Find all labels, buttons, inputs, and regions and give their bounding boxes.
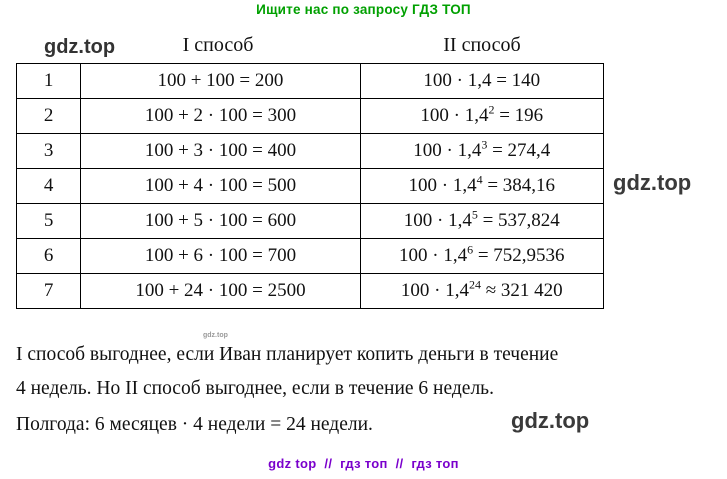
- watermark-right: gdz.top: [613, 170, 692, 195]
- expr-exponent: 24: [468, 277, 481, 292]
- method-2-value: [360, 169, 603, 204]
- conclusion-line-1: I способ выгоднее, если Иван планирует копить деньги в течение: [16, 344, 559, 365]
- column-header-method-1: I способ: [182, 34, 254, 56]
- table-row: [17, 134, 604, 169]
- method-2-value: [360, 99, 603, 134]
- expr-exponent: 5: [471, 207, 478, 222]
- table-row: [17, 99, 604, 134]
- method-2-value: [360, 204, 603, 239]
- table-row: [17, 64, 604, 99]
- method-1-value: 100 + 100 = 200: [81, 64, 360, 99]
- expr-base: 100 · 1,4: [420, 105, 489, 126]
- table-row: [17, 239, 604, 274]
- bottom-banner-part-3: гдз топ: [411, 456, 459, 471]
- bottom-banner-sep-1: //: [324, 456, 333, 471]
- row-number: 5: [17, 204, 81, 239]
- method-2-value: [360, 239, 603, 274]
- conclusion-line-3: Полгода: 6 месяцев · 4 недели = 24 недели.: [16, 414, 373, 435]
- expr-result: ≈ 321 420: [480, 280, 563, 301]
- method-1-value: 100 + 2 · 100 = 300: [81, 99, 360, 134]
- conclusion-line-2: 4 недель. Но II способ выгоднее, если в течение 6 недель.: [16, 378, 494, 399]
- expr-base: 100 · 1,4: [413, 140, 482, 161]
- expr-result: = 274,4: [487, 140, 551, 161]
- table-column-headers: [16, 34, 604, 62]
- expr-exponent: 6: [467, 242, 474, 257]
- expr-base: 100 · 1,4: [408, 175, 477, 196]
- table-row: [17, 274, 604, 309]
- watermark-top-left: gdz.top: [44, 36, 116, 58]
- table-row: [17, 169, 604, 204]
- expr-exponent: 4: [476, 172, 483, 187]
- method-1-value: 100 + 3 · 100 = 400: [81, 134, 360, 169]
- bottom-promo-banner: [0, 456, 727, 471]
- watermark-tiny: gdz.top: [203, 332, 228, 339]
- method-1-value: 100 + 6 · 100 = 700: [81, 239, 360, 274]
- row-number: 1: [17, 64, 81, 99]
- table-body: [17, 64, 604, 309]
- row-number: 4: [17, 169, 81, 204]
- bottom-banner-part-1: gdz top: [268, 456, 317, 471]
- expr-result: = 537,824: [477, 210, 560, 231]
- table-row: [17, 204, 604, 239]
- expr-base: 100 · 1,4: [423, 70, 492, 91]
- watermark-bottom-right: gdz.top: [511, 408, 590, 433]
- column-header-method-2: II способ: [443, 34, 521, 56]
- method-1-value: 100 + 24 · 100 = 2500: [81, 274, 360, 309]
- expr-result: = 752,9536: [473, 245, 565, 266]
- expr-base: 100 · 1,4: [399, 245, 468, 266]
- method-1-value: 100 + 5 · 100 = 600: [81, 204, 360, 239]
- row-number: 2: [17, 99, 81, 134]
- method-2-value: [360, 134, 603, 169]
- expr-result: = 384,16: [482, 175, 556, 196]
- method-2-value: [360, 274, 603, 309]
- row-number: 3: [17, 134, 81, 169]
- expr-result: = 196: [494, 105, 544, 126]
- expr-exponent: 3: [481, 137, 488, 152]
- row-number: 6: [17, 239, 81, 274]
- calculation-table: [16, 63, 604, 309]
- row-number: 7: [17, 274, 81, 309]
- method-2-value: [360, 64, 603, 99]
- expr-base: 100 · 1,4: [400, 280, 469, 301]
- bottom-banner-part-2: гдз топ: [340, 456, 388, 471]
- top-promo-banner: Ищите нас по запросу ГДЗ ТОП: [256, 2, 471, 17]
- method-1-value: 100 + 4 · 100 = 500: [81, 169, 360, 204]
- expr-base: 100 · 1,4: [403, 210, 472, 231]
- expr-exponent: 2: [488, 102, 495, 117]
- bottom-banner-sep-2: //: [395, 456, 404, 471]
- expr-result: = 140: [491, 70, 541, 91]
